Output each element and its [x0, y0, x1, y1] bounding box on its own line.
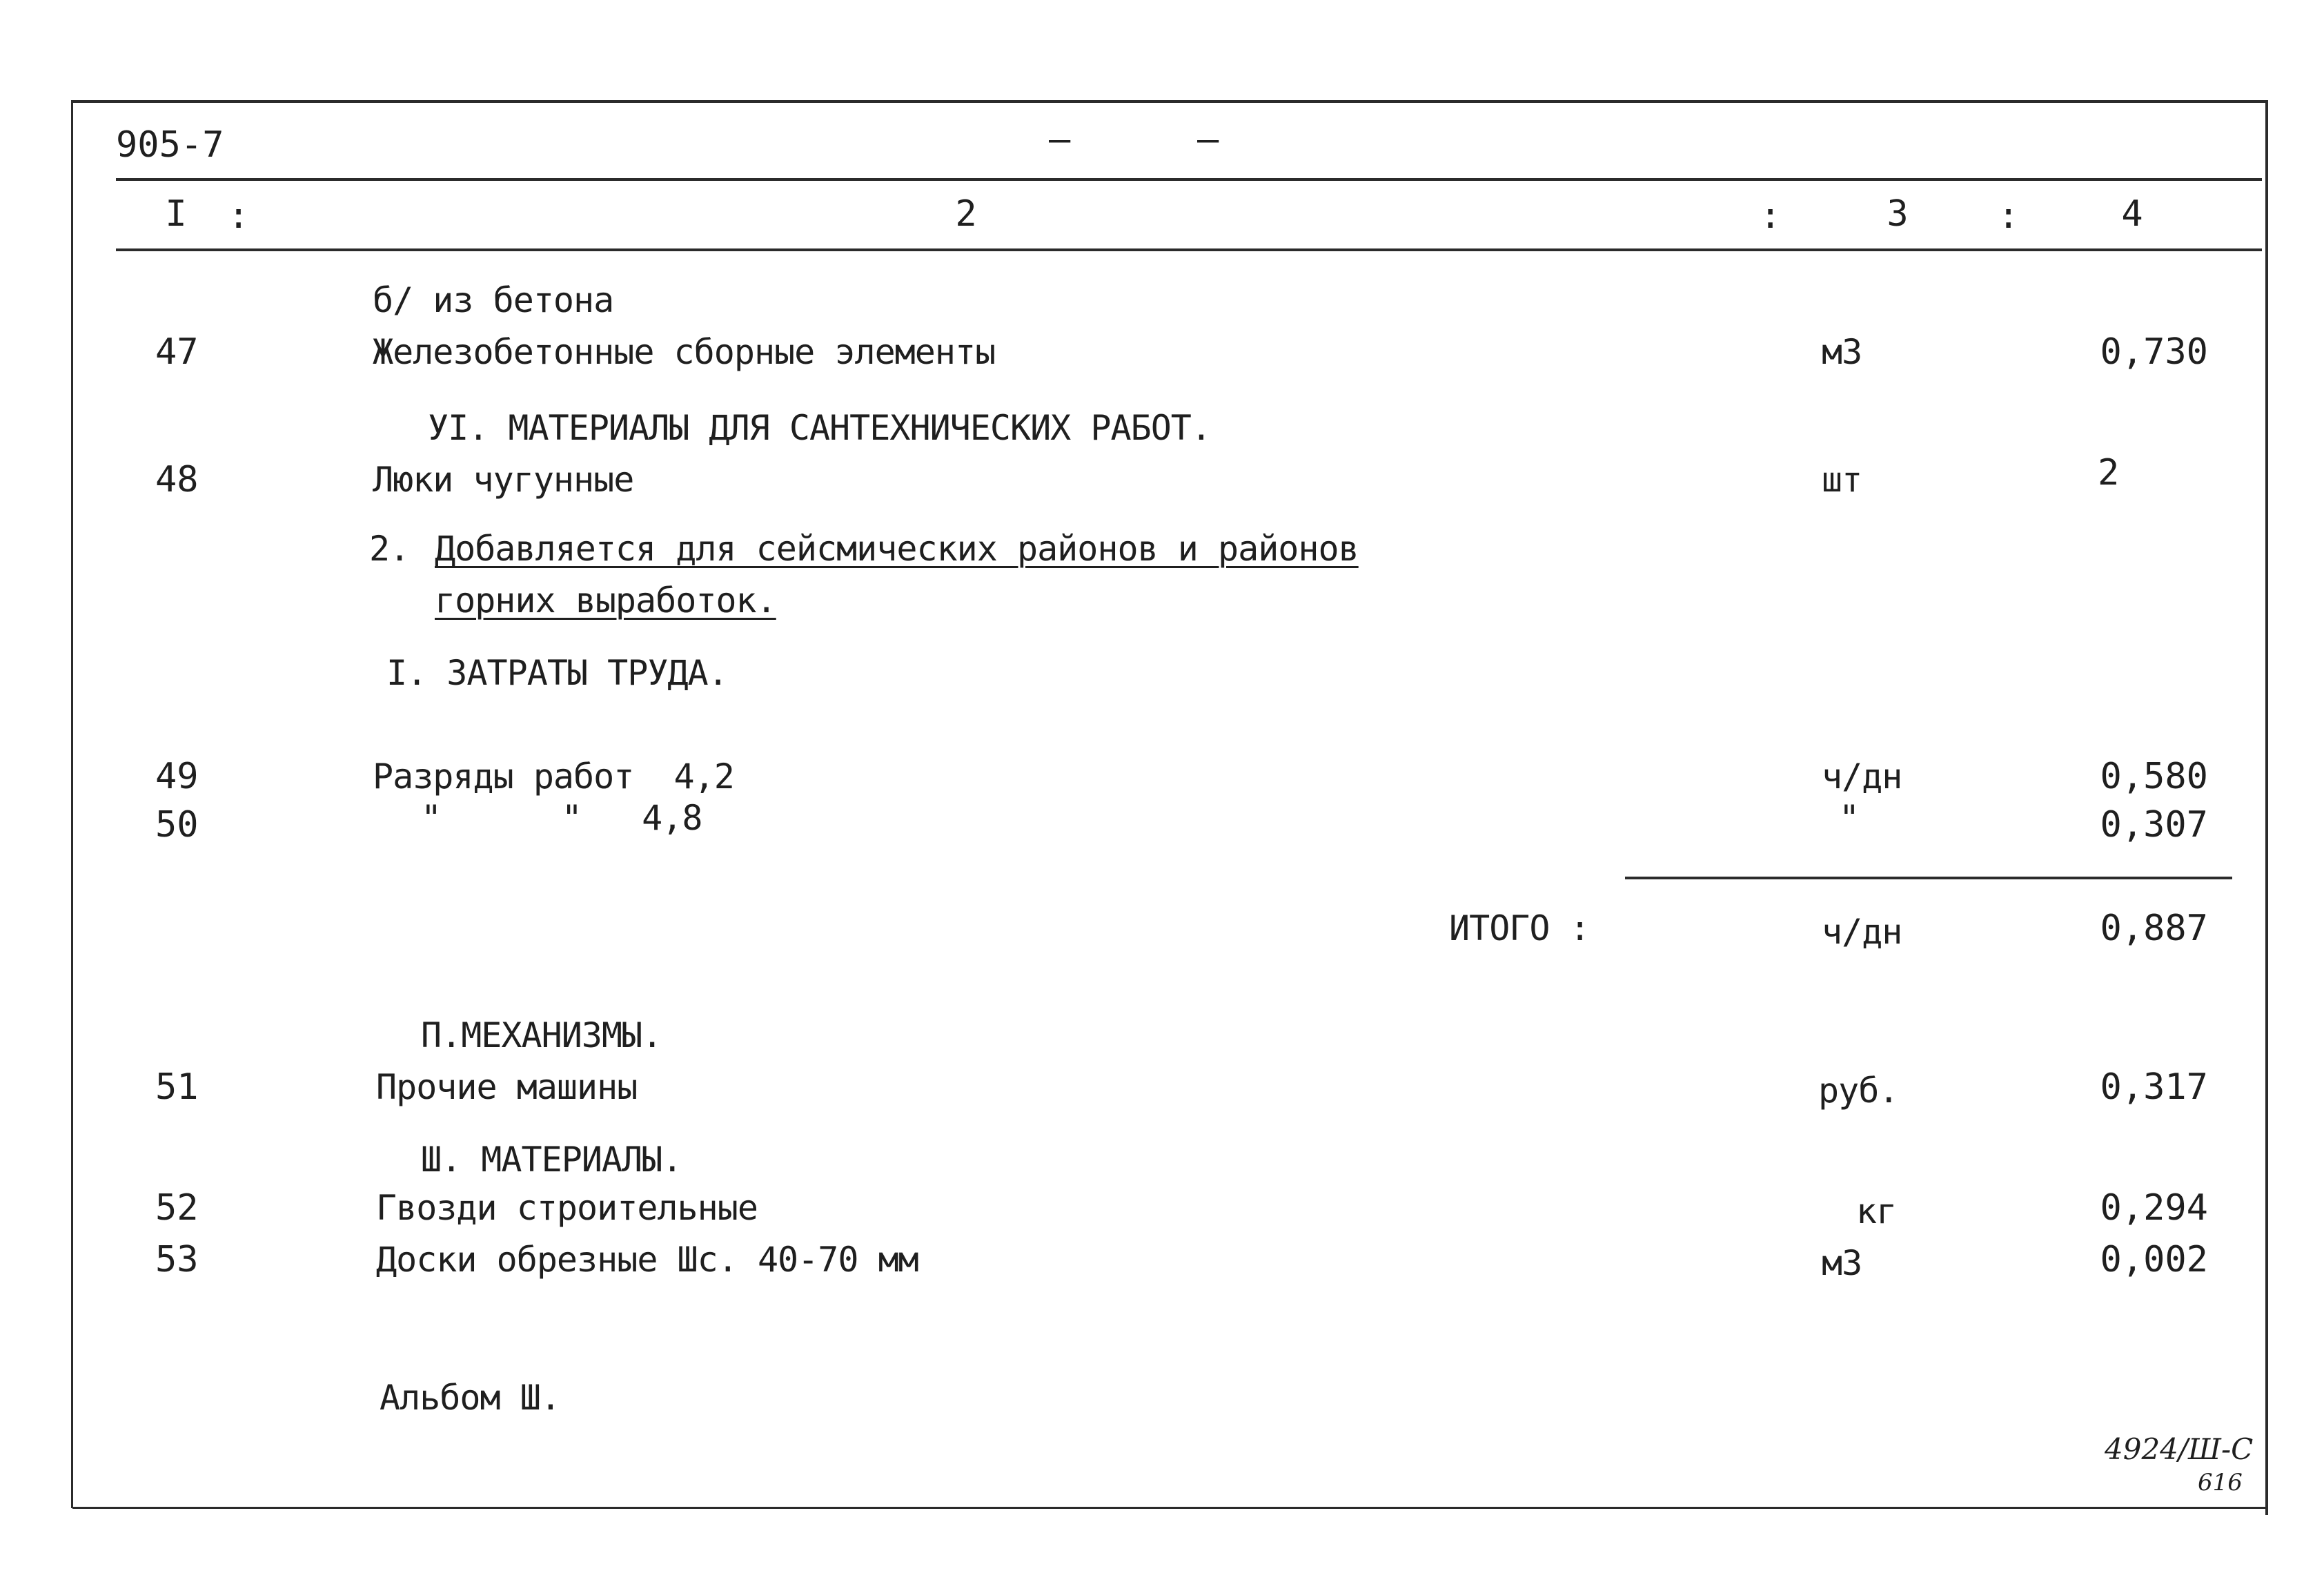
col-header-1: I [165, 193, 187, 235]
col-header-2: 2 [955, 193, 977, 235]
row-name: Люки чугунные [373, 460, 634, 500]
col-header-4: 4 [2121, 193, 2143, 235]
row-unit: м3 [1822, 1243, 1862, 1283]
row-unit: кг [1856, 1191, 1897, 1231]
row-unit: руб. [1818, 1071, 1899, 1111]
row-value: 0,002 [2100, 1239, 2208, 1280]
total-rule [1625, 877, 2232, 879]
row-value: 2 [2098, 452, 2120, 494]
row-number: 47 [155, 331, 199, 373]
page-dash-left: – [1049, 119, 1071, 160]
col-sep-3: : [1998, 195, 2020, 237]
frame-right-line [2265, 100, 2268, 1515]
col-header-3: 3 [1887, 193, 1909, 235]
row-number: 50 [155, 804, 199, 846]
row-value: 0,317 [2100, 1066, 2208, 1108]
album-label: Альбом Ш. [380, 1378, 560, 1418]
row-name: Прочие машины [376, 1067, 638, 1107]
page-dash-right: – [1197, 119, 1219, 160]
row-value: 0,730 [2100, 331, 2208, 373]
col-sep-1: : [228, 195, 250, 237]
sheet-number: 616 [2198, 1469, 2243, 1496]
doc-code: 905-7 [116, 124, 224, 166]
row-number: 48 [155, 459, 199, 500]
subsection-text: б/ из бетона [373, 280, 614, 320]
section-heading: I. ЗАТРАТЫ ТРУДА. [386, 653, 728, 693]
row-number: 53 [155, 1239, 199, 1280]
section-heading: Ш. МАТЕРИАЛЫ. [421, 1140, 682, 1180]
section-heading: П.МЕХАНИЗМЫ. [421, 1015, 662, 1055]
frame-left-line [71, 100, 73, 1508]
row-name: Разряды работ 4,2 [373, 757, 734, 797]
row-name: Железобетонные сборные элементы [373, 332, 996, 372]
total-value: 0,887 [2100, 908, 2208, 949]
heading-line-1: Добавляется для сейсмических районов и районов [435, 529, 1359, 569]
row-unit: шт [1822, 460, 1862, 500]
header-top-rule [116, 178, 2262, 181]
col-sep-2: : [1760, 195, 1782, 237]
row-number: 51 [155, 1066, 199, 1108]
heading-number: 2. [369, 529, 410, 569]
frame-top-line [72, 100, 2267, 103]
row-unit: м3 [1822, 332, 1862, 372]
frame-bottom-line [72, 1507, 2267, 1509]
row-name: Доски обрезные Шс. 40-70 мм [376, 1240, 918, 1280]
sheet-code: 4924/Ш-С [2105, 1432, 2254, 1466]
total-unit: ч/дн [1822, 912, 1902, 952]
row-name: Гвозди строительные [376, 1188, 758, 1228]
row-unit: " [1839, 798, 1860, 838]
row-number: 49 [155, 756, 199, 797]
row-name: " " 4,8 [421, 798, 702, 838]
section-heading: УI. МАТЕРИАЛЫ ДЛЯ САНТЕХНИЧЕСКИХ РАБОТ. [428, 408, 1211, 448]
row-number: 52 [155, 1187, 199, 1229]
total-label: ИТОГО : [1449, 908, 1590, 948]
row-value: 0,307 [2100, 804, 2208, 846]
row-unit: ч/дн [1822, 757, 1902, 797]
heading-line-2: горних выработок. [435, 580, 776, 621]
header-bottom-rule [116, 248, 2262, 251]
row-value: 0,294 [2100, 1187, 2208, 1229]
row-value: 0,580 [2100, 756, 2208, 797]
